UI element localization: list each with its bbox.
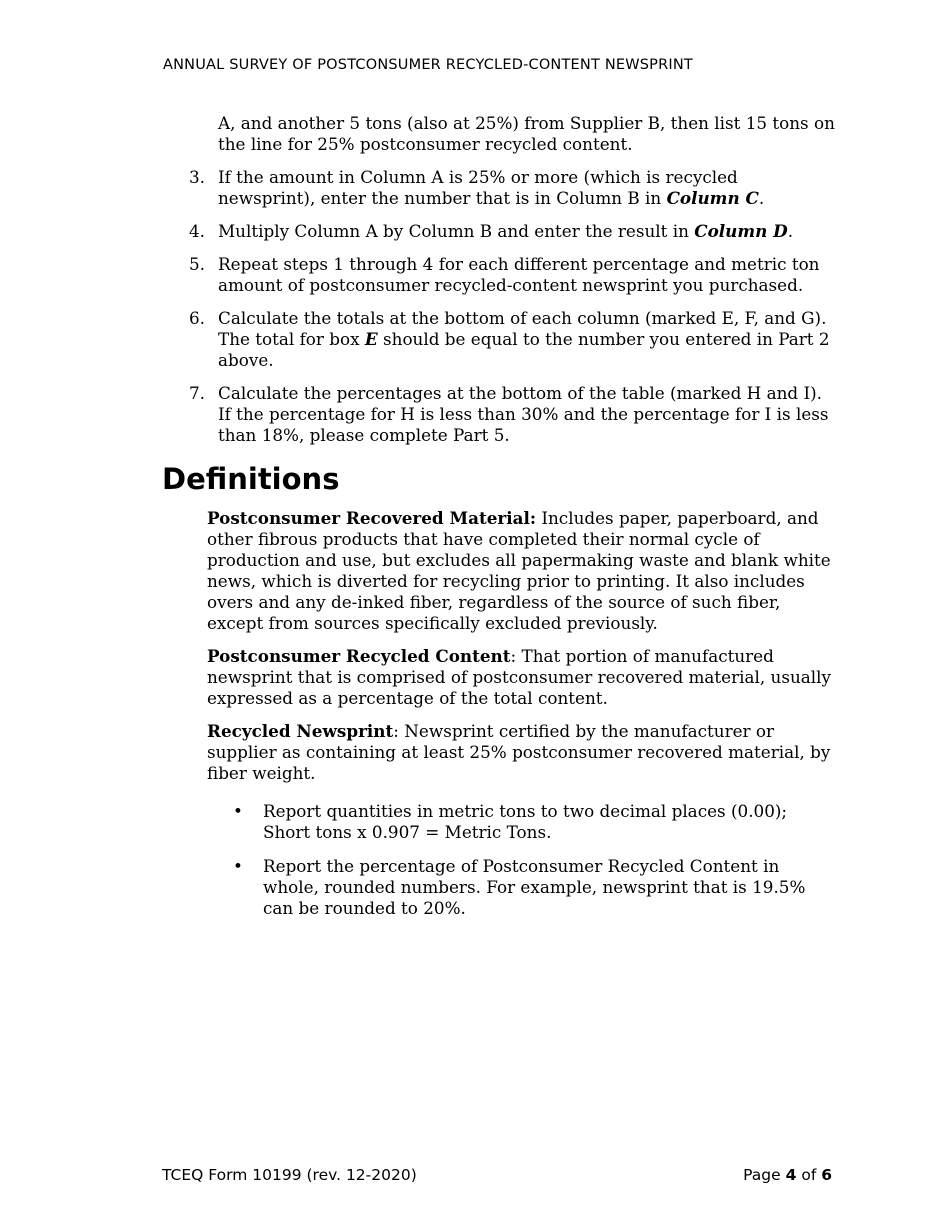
step-number: 7. — [189, 383, 206, 403]
step-text: Calculate the totals at the bottom of each column (marked E, F, and G). The total for box — [218, 308, 827, 349]
definition-item — [207, 508, 837, 634]
instruction-steps — [180, 167, 840, 458]
step-text: Calculate the percentages at the bottom of the table (marked H and I). If the percentage for H is less than 30% and the percentage for I is less than 18%, please complete Part 5. — [218, 383, 829, 445]
step-number: 4. — [189, 221, 206, 241]
bullet-text: Report quantities in metric tons to two decimal places (0.00); Short tons x 0.907 = Metric Tons. — [263, 801, 788, 842]
definition-term: Recycled Newsprint — [207, 721, 394, 741]
bullet-text: Report the percentage of Postconsumer Recycled Content in whole, rounded numbers. For example, newsprint that is 19.5% can be rounded to 20%. — [263, 856, 806, 918]
step-text-end: should be equal to the number you entered in Part 2 above. — [218, 329, 830, 370]
definition-text: : That portion of manufactured newsprint that is comprised of postconsumer recovered material, usually expressed as a percentage of the total content. — [207, 646, 831, 708]
bullet-icon: • — [233, 801, 243, 821]
step-emphasis: Column D — [694, 221, 788, 241]
running-header: ANNUAL SURVEY OF POSTCONSUMER RECYCLED-CONTENT NEWSPRINT — [163, 57, 693, 73]
step-text: Repeat steps 1 through 4 for each different percentage and metric ton amount of postconsumer recycled-content newsprint you purchased. — [218, 254, 820, 295]
step-number: 3. — [189, 167, 206, 187]
page-total: 6 — [821, 1166, 832, 1184]
step-item — [180, 308, 840, 371]
step-emphasis: E — [364, 329, 378, 349]
page-prefix: Page — [743, 1166, 786, 1184]
step-item — [180, 383, 840, 446]
definitions-list — [207, 508, 837, 796]
step-emphasis: Column C — [666, 188, 759, 208]
list-item — [233, 856, 833, 919]
step-number: 5. — [189, 254, 206, 274]
step-item — [180, 254, 840, 296]
step-text-end: . — [787, 221, 794, 241]
page-of: of — [796, 1166, 822, 1184]
definition-text: : Newsprint certified by the manufacturer or supplier as containing at least 25% postconsumer recovered material, by fiber weight. — [207, 721, 831, 783]
reporting-notes — [233, 801, 833, 932]
step-item — [180, 167, 840, 209]
step-text-end: . — [758, 188, 765, 208]
step-item — [180, 221, 840, 242]
definition-text: Includes paper, paperboard, and other fibrous products that have completed their normal cycle of production and use, but excludes all papermaking waste and blank white news, which is diverted for recycling prior to printing. It also includes overs and any de-inked fiber, regardless of the source of such fiber, except from sources specifically excluded previously. — [207, 508, 831, 633]
definitions-heading: Definitions — [162, 462, 340, 496]
page-current: 4 — [785, 1166, 797, 1184]
definition-term: Postconsumer Recycled Content — [207, 646, 511, 666]
step-text: Multiply Column A by Column B and enter the result in — [218, 221, 695, 241]
continuation-paragraph: A, and another 5 tons (also at 25%) from Supplier B, then list 15 tons on the line for 25% postconsumer recycled content. — [218, 113, 835, 154]
bullet-icon: • — [233, 856, 243, 876]
definition-item — [207, 721, 837, 784]
definition-term: Postconsumer Recovered Material: — [207, 508, 537, 528]
form-number: TCEQ Form 10199 (rev. 12-2020) — [162, 1166, 417, 1184]
page-number — [743, 1166, 832, 1184]
step-text: If the amount in Column A is 25% or more (which is recycled newsprint), enter the number that is in Column B in — [218, 167, 738, 208]
step-number: 6. — [189, 308, 206, 328]
definition-item — [207, 646, 837, 709]
list-item — [233, 801, 833, 843]
